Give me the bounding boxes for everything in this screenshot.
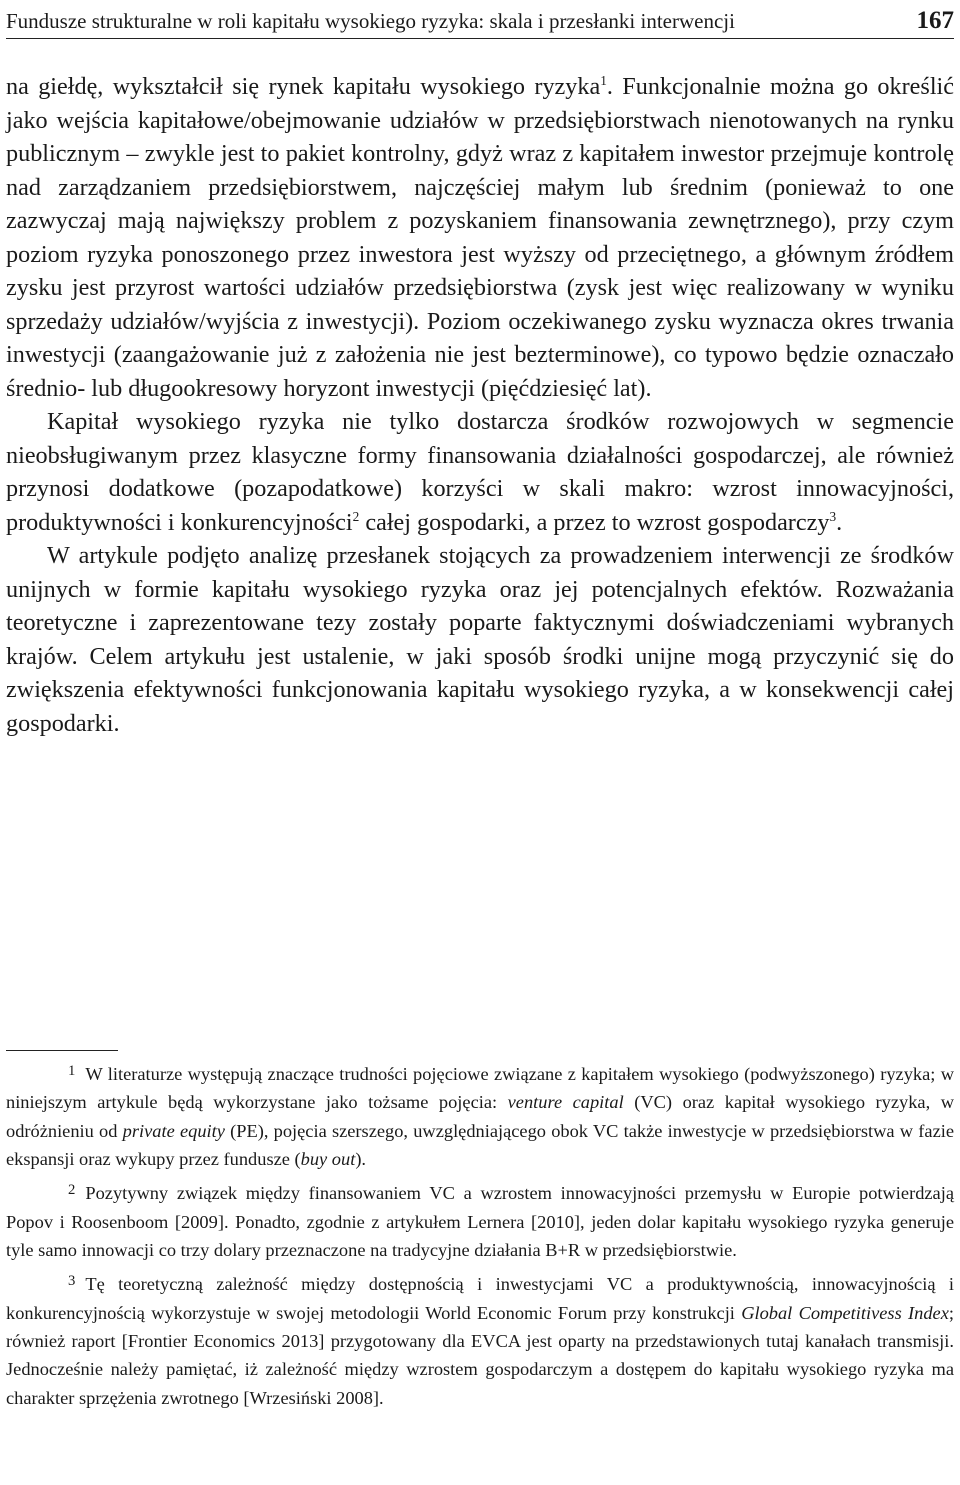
paragraph-2 [6, 405, 954, 539]
footnote-3-italic-1: Global Competitivess Index [741, 1302, 949, 1323]
paragraph-1-part-a: na giełdę, wykształcił się rynek kapitału wysokiego ryzyka [6, 73, 601, 100]
footnote-ref-2[interactable]: 2 [352, 508, 360, 524]
footnote-separator [6, 1050, 118, 1051]
paragraph-1-part-b: . Funkcjonalnie można go określić jako wejścia kapitałowe/obejmowanie udziałów w przedsiębiorstwach nienotowanych na rynku publicznym – zwykle jest to pakiet kontrolny, gdyż wraz z kapitałem inwestor przejmuje kontrolę nad zarządzaniem przedsiębiorstwem, najczęściej małym lub średnim (ponieważ to one zazwyczaj mają największy problem z pozyskaniem finansowania zewnętrznego), przy czym poziom ryzyka ponoszonego przez inwestora jest wyższy od przeciętnego, a głównym źródłem zysku jest przyrost wartości udziałów przedsiębiorstwa (zysk jest więc realizowany w wyniku sprzedaży udziałów/wyjścia z inwestycji). Poziom oczekiwanego zysku wyznacza okres trwania inwestycji (zaangażowanie już z założenia nie jest bezterminowe), co typowo będzie oznaczało średnio- lub długookresowy horyzont inwestycji (pięćdziesięć lat). [6, 73, 955, 402]
footnote-1 [6, 1057, 954, 1173]
footnote-1-italic-2: private equity [122, 1120, 225, 1141]
paragraph-1 [6, 70, 954, 405]
paragraph-2-part-b: całej gospodarki, a przez to wzrost gospodarczy [359, 508, 830, 536]
paragraph-2-part-c: . [836, 508, 843, 536]
paragraph-3: W artykule podjęto analizę przesłanek stojących za prowadzeniem interwencji ze środków unijnych w formie kapitału wysokiego ryzyka oraz jej potencjalnych efektów. Rozważania teoretyczne i zaprezentowane tezy zostały poparte faktycznymi doświadczeniami wybranych krajów. Celem artykułu jest ustalenie, w jaki sposób środki unijne mogą przyczynić się do zwiększenia efektywności funkcjonowania kapitału wysokiego ryzyka, a w konsekwencji całej gospodarki. [6, 542, 954, 737]
footnote-3 [6, 1267, 954, 1412]
page-number: 167 [916, 7, 954, 34]
footnote-3-part-b: ; również raport [Frontier Economics 2013] przygotowany dla EVCA jest oparty na przedstawionych tutaj kanałach transmisji. Jednocześnie należy pamiętać, iż zależność między wzrostem gospodarczym a dostępem do kapitału wysokiego ryzyka ma charakter sprzężenia zwrotnego [Wrzesiński 2008]. [6, 1302, 954, 1408]
footnote-2-number: 2 [68, 1182, 76, 1199]
footnote-3-number: 3 [68, 1273, 76, 1290]
footnote-1-part-d: ). [355, 1149, 367, 1170]
footnote-1-part-a: W literaturze występują znaczące trudności pojęciowe związane z kapitałem wysokiego (podwyższonego) ryzyka; w niniejszym artykule będą wykorzystane jako tożsame pojęcia: [6, 1064, 954, 1113]
footnote-ref-3[interactable]: 3 [829, 508, 837, 524]
header-rule [6, 38, 954, 39]
footnote-1-italic-3: buy out [300, 1149, 356, 1170]
footnote-2 [6, 1176, 954, 1264]
footnote-2-text: Pozytywny związek między finansowaniem VC a wzrostem innowacyjności przemysłu w Europie potwierdzają Popov i Roosenboom [2009]. Ponadto, zgodnie z artykułem Lernera [2010], jeden dolar kapitału wysokiego ryzyka generuje tyle samo innowacji co trzy dolary przeznaczone na tradycyjne działania B+R w przedsiębiorstwie. [6, 1183, 954, 1261]
footnote-1-number: 1 [68, 1063, 76, 1079]
footnote-3-part-a: Tę teoretyczną zależność między dostępnością i inwestycjami VC a produktywnością, innowacyjnością i konkurencyjnością wykorzystuje w swojej metodologii World Economic Forum przy konstrukcji [6, 1274, 954, 1323]
footnote-ref-1[interactable]: 1 [600, 72, 607, 88]
paragraph-2-part-a: Kapitał wysokiego ryzyka nie tylko dostarcza środków rozwojowych w segmencie nieobsługiwanym przez klasyczne formy finansowania działalności gospodarczej, ale również przynosi dodatkowe (pozapodatkowe) korzyści w skali makro: wzrost innowacyjności, produktywności i konkurencyjności [6, 408, 954, 536]
running-header [6, 0, 954, 34]
footnotes [6, 1057, 954, 1415]
footnote-1-italic-1: venture capital [507, 1092, 624, 1113]
body-text [6, 70, 954, 740]
running-title: Fundusze strukturalne w roli kapitału wysokiego ryzyka: skala i przesłanki interwencji [6, 9, 735, 33]
footnote-1-part-b: (VC) oraz kapitał wysokiego ryzyka, w odróżnieniu od [6, 1092, 954, 1141]
footnote-1-part-c: (PE), pojęcia szerszego, uwzględniającego obok VC także inwestycje w przedsiębiorstwa w fazie ekspansji oraz wykupy przez fundusze ( [6, 1120, 955, 1170]
